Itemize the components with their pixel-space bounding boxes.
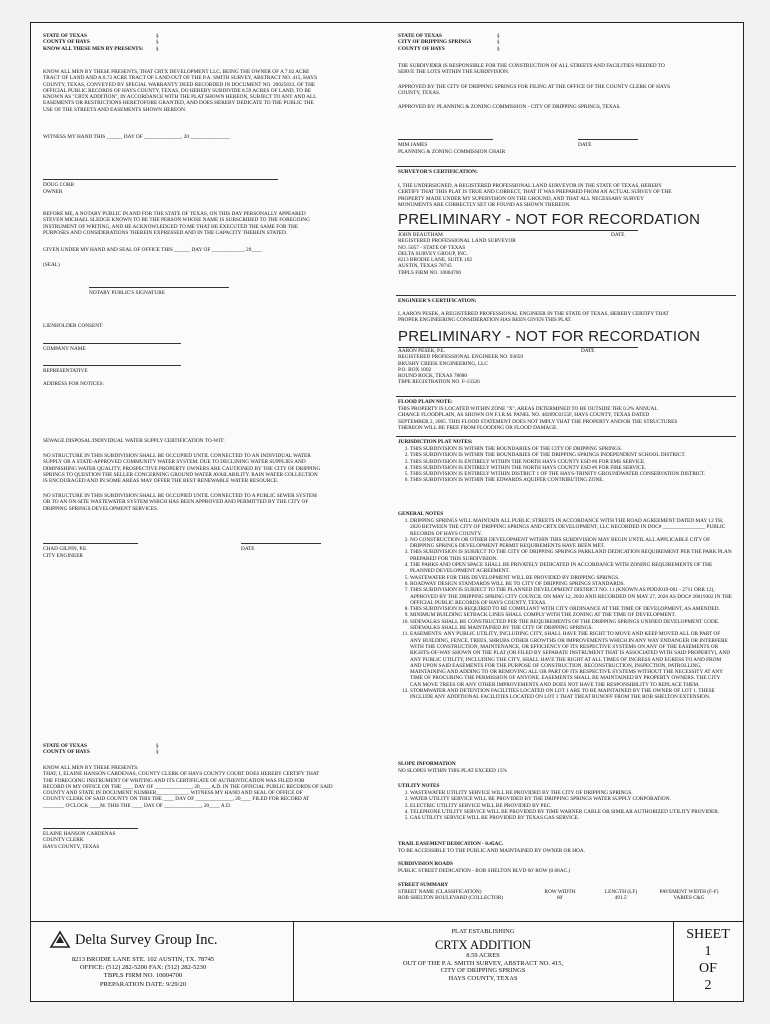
city-engineer-name: CHAD GILPIN, P.E. xyxy=(43,546,88,552)
flood-title: FLOOD PLAIN NOTE: xyxy=(398,399,453,405)
list-item: 1. THIS SUBDIVISION IS WITHIN THE BOUNDARIES OF THE CITY OF DRIPPING SPRINGS. xyxy=(410,446,732,452)
list-item: 4. THE PARKS AND OPEN SPACE SHALL BE PRIVATELY DEDICATED IN ACCORDANCE WITH ZONING REQUIREMENTS OF THE PLANNED DEVELOPMENT AGREEMENT. xyxy=(410,562,732,575)
witness-line: WITNESS MY HAND THIS ______ DAY OF ______________, 20 _______________ xyxy=(43,134,231,140)
sewage-paragraph-2: NO STRUCTURE IN THIS SUBDIVISION SHALL BE OCCUPIED UNTIL CONNECTED TO A PUBLIC SEWER SYSTEM OR TO AN ON-SITE WASTEWATER SYSTEM WHICH HAS BEEN APPROVED AND PERMITTED BY THE CITY OF DRIPPING SPRINGS DEVELOPMENT SERVICES. xyxy=(43,493,317,512)
notary-signature-line xyxy=(89,287,229,288)
chair-signature-line xyxy=(398,139,493,140)
prelim-stamp-surveyor: PRELIMINARY - NOT FOR RECORDATION xyxy=(398,211,701,228)
engineer-date-label: DATE xyxy=(241,546,255,552)
jurisdiction-list xyxy=(398,446,732,484)
plat-acres: 8.59 ACRES xyxy=(466,952,500,959)
engineer-block: AARON PESEK, P.E. REGISTERED PROFESSIONAL ENGINEER NO. 93659 BRUSHY CREEK ENGINEERING, LLC P.O. BOX 1002 ROUND ROCK, TEXAS 78680 TBPE REGISTRATION NO. F-13326 xyxy=(398,348,524,386)
trail-text: TO BE ACCESSIBLE TO THE PUBLIC AND MAINTAINED BY OWNER OR HOA. xyxy=(398,848,586,854)
company-logo xyxy=(49,930,269,948)
surveyor-block: JOHN BEAUTHAM REGISTERED PROFESSIONAL LAND SURVEYOR NO. 5057 - STATE OF TEXAS DELTA SURVEY GROUP, INC. 8213 BRODIE LANE, SUITE 102 AUSTIN, TEXAS 78745 TBPLS FIRM NO. 10004700 xyxy=(398,232,516,276)
owner-header xyxy=(43,33,208,52)
delta-triangle-icon xyxy=(49,930,71,948)
clerk-signature-line xyxy=(43,828,138,829)
surveyor-date-label: DATE xyxy=(611,232,625,238)
notary-paragraph: BEFORE ME, A NOTARY PUBLIC IN AND FOR THE STATE OF TEXAS, ON THIS DAY PERSONALLY APPEARED STEVEN MICHAEL SLEDGE KNOWN TO BE THE PERSON WHOSE NAME IS SUBSCRIBED TO THE FOREGOING INSTRUMENT OF WRITING, AND HE ACKNOWLEDGED TO ME THAT HE EXECUTED THE SAME FOR THE PURPOSES AND CONSIDERATIONS THEREIN EXPRESSED AND IN THE CAPACITY THEREIN STATED. xyxy=(43,211,310,236)
surveyor-signature-line xyxy=(398,230,638,231)
surveyor-paragraph: I, THE UNDERSIGNED, A REGISTERED PROFESSIONAL LAND SURVEYOR IN THE STATE OF TEXAS, HEREBY CERTIFY THAT THIS PLAT IS TRUE AND CORRECT, THAT IT WAS PREPARED FROM AN ACTUAL SURVEY OF THE PROPERTY MADE UNDER MY SUPERVISION ON THE GROUND, AND THAT ALL NECESSARY SURVEY MONUMENTS ARE CORRECTLY SET OR FOUND AS SHOWN THEREON. xyxy=(398,183,672,208)
table-header-row: STREET NAME (CLASSIFICATION) ROW WIDTH LENGTH (LF) PAVEMENT WIDTH (F-F) xyxy=(398,889,719,895)
owner-role: OWNER xyxy=(43,189,63,195)
owner-name: DOUG CORB xyxy=(43,182,75,188)
representative-line xyxy=(43,365,181,366)
section-divider xyxy=(396,396,736,397)
of-label: OF xyxy=(699,961,717,976)
owner-paragraph: KNOW ALL MEN BY THESE PRESENTS, THAT CRTX DEVELOPMENT LLC, BEING THE OWNER OF A 7.02 ACRE TRACT OF LAND AND A 0.73 ACRE TRACT OF LAND OUT OF THE P.A. SMITH SURVEY, ABSTRACT NO. 415, HAYS COUNTY, TEXAS, CONVEYED BY SPECIAL WARRANTY DEED RECORDED IN DOCUMENT NO. 20025833, OF THE OFFICIAL PUBLIC RECORDS OF HAYS COUNTY, TEXAS, DO HEREBY SUBDIVIDE 8.59 ACRES OF LAND, TO BE KNOWN AS "CRTX ADDITION", IN ACCORDANCE WITH THE PLAT SHOWN HEREON, SUBJECT TO ANY AND ALL EASEMENTS OR RESTRICTIONS HERETOFORE GRANTED, AND DOES HEREBY DEDICATE TO THE PUBLIC THE USE OF THE STREETS AND EASEMENTS SHOWN HEREON. xyxy=(43,69,318,113)
list-item: 6. THIS SUBDIVISION IS WITHIN THE EDWARDS AQUIFER CONTRIBUTING ZONE. xyxy=(410,477,732,483)
plat-county: HAYS COUNTY, TEXAS xyxy=(448,974,518,982)
surveyor-title: SURVEYOR'S CERTIFICATION: xyxy=(398,169,478,175)
seal-label: (SEAL) xyxy=(43,262,60,268)
slope-text: NO SLOPES WITHIN THIS PLAT EXCEED 15% xyxy=(398,768,507,774)
street-summary-table xyxy=(394,889,724,902)
list-item: 12. STORMWATER AND DETENTION FACILITIES LOCATED ON LOT 1 ARE TO BE MAINTAINED BY THE OWNER OF LOT 1. THESE INCLUDE ANY ADDITIONAL FACILITIES LOCATED ON LOT 1 THAT TREAT RUNOFF FROM THE ROB SHELTON EXTENSION. xyxy=(410,688,732,701)
utility-title: UTILITY NOTES xyxy=(398,783,440,789)
street-summary-title: STREET SUMMARY xyxy=(398,882,449,888)
jurisdiction-title: JURISDICTION PLAT NOTES: xyxy=(398,439,473,445)
section-divider xyxy=(396,166,736,167)
city-paragraph-2: APPROVED BY THE CITY OF DRIPPING SPRINGS FOR FILING AT THE OFFICE OF THE COUNTY CLERK OF HAYS COUNTY, TEXAS. xyxy=(398,84,671,97)
city-header: STATE OF TEXAS CITY OF DRIPPING SPRINGS COUNTY OF HAYS xyxy=(398,33,472,52)
slope-title: SLOPE INFORMATION xyxy=(398,761,456,767)
company-name-label: COMPANY NAME xyxy=(43,346,86,352)
list-item: 10. SIDEWALKS SHALL BE CONSTRUCTED PER THE REQUIREMENTS OF THE DRIPPING SPRINGS UNIFIED DEVELOPMENT CODE. SIDEWALKS SHALL BE MAINTAINED BY THE CITY OF DRIPPING SPRINGS. xyxy=(410,619,732,632)
chair-name: MIM JAMES xyxy=(398,142,428,148)
list-item: 4. TELEPHONE UTILITY SERVICE WILL BE PROVIDED BY TIME WARNER CABLE OR SIMILAR AUTHORIZED UTILITY PROVIDER. xyxy=(410,809,732,815)
general-notes-list xyxy=(398,518,732,701)
list-item: 1. WASTEWATER UTILITY SERVICE WILL BE PROVIDED BY THE CITY OF DRIPPING SPRINGS. xyxy=(410,790,732,796)
list-item: 2. THIS SUBDIVISION IS WITHIN THE BOUNDARIES OF THE DRIPPING SPRINGS INDEPENDENT SCHOOL DISTRICT. xyxy=(410,452,732,458)
notary-signature-label: NOTARY PUBLIC'S SIGNATURE xyxy=(89,290,165,296)
list-item: 11. EASEMENTS: ANY PUBLIC UTILITY, INCLUDING CITY, SHALL HAVE THE RIGHT TO MOVE AND KEEP MOVED ALL OR PART OF ANY BUILDING, FENCE, TREES, SHRUBS OTHER GROWTHS OR IMPROVEMENTS WHICH IN ANY WAY ENDANGER OR INTERFERE WITH THE CONSTRUCTION, MAINTENANCE, OR EFFICIENCY OF ITS RESPECTIVE SYSTEMS ON ANY OF THE EASEMENTS OR RIGHTS-OF-WAY SHOWN ON THE PLAT (OR FILED BY SEPARATE INSTRUMENT THAT IS ASSOCIATED WITH SAID PROPERTY), AND ANY PUBLIC UTILITY, INCLUDING THE CITY, SHALL HAVE THE RIGHT AT ALL TIMES OF INGRESS AND EGRESS TO AND FROM AND UPON SAID EASEMENTS FOR THE PURPOSE OF CONSTRUCTION, RECONSTRUCTION, INSPECTION, PATROLLING, MAINTAINING AND ADDING TO OR REMOVING ALL OR PART OF ITS RESPECTIVE SYSTEMS WITHOUT THE NECESSITY AT ANY TIME OF PROCURING THE PERMISSION OF ANYONE. EASEMENTS SHALL BE MAINTAINED BY PROPERTY OWNERS. THE CITY CAN MOVE TREES OR ANY OTHER IMPROVEMENTS AND DOES NOT HAVE THE RESPONSIBILITY TO REPLACE THEM. xyxy=(410,631,732,688)
company-line xyxy=(43,343,181,344)
list-item: 2. WATER UTILITY SERVICE WILL BE PROVIDED BY THE DRIPPING SPRINGS WATER SUPPLY CORPORATION. xyxy=(410,796,732,802)
list-item: 8. THIS SUBDIVISION IS REQUIRED TO BE COMPLIANT WITH CITY ORDINANCE AT THE TIME OF DEVELOPMENT, AS AMENDED. xyxy=(410,606,732,612)
list-item: 5. WASTEWATER FOR THIS DEVELOPMENT WILL BE PROVIDED BY DRIPPING SPRINGS. xyxy=(410,575,732,581)
chair-date-label: DATE xyxy=(578,142,592,148)
clerk-signature: ELAINE HANSON CARDENAS COUNTY CLERK HAYS COUNTY, TEXAS xyxy=(43,831,116,850)
table-row: ROB SHELTON BOULEVARD (COLLECTOR) 60' 491.5' VARIES C&G xyxy=(398,895,705,902)
list-item: 3. THIS SUBDIVISION IS SUBJECT TO THE CITY OF DRIPPING SPRINGS PARKLAND DEDICATION REQUIREMENT PER THE PARK PLAN PREPARED FOR THIS SUBDIVISION. xyxy=(410,549,732,562)
list-item: 2. NO CONSTRUCTION OR OTHER DEVELOPMENT WITHIN THIS SUBDIVISION MAY BEGIN UNTIL ALL APPLICABLE CITY OF DRIPPING SPRINGS DEVELOPMENT PERMIT REQUIREMENTS HAVE BEEN MET. xyxy=(410,537,732,550)
sheet-number-block xyxy=(673,926,743,994)
prelim-stamp-engineer: PRELIMINARY - NOT FOR RECORDATION xyxy=(398,328,701,345)
roads-text: PUBLIC STREET DEDICATION - ROB SHELTON BLVD 60' ROW (0.68AC.) xyxy=(398,868,571,874)
know-all-label: KNOW ALL THESE MEN BY PRESENTS: xyxy=(43,45,144,52)
list-item: 4. THIS SUBDIVISION IS ENTIRELY WITHIN THE NORTH HAYS COUNTY ESD #6 FOR FIRE SERVICE. xyxy=(410,465,732,471)
city-section-symbols: § § § xyxy=(497,33,500,52)
engineer-signature-line xyxy=(43,543,138,544)
given-line: GIVEN UNDER MY HAND AND SEAL OF OFFICE THIS ______ DAY OF ____________, 20____ xyxy=(43,247,262,253)
address-label: ADDRESS FOR NOTICES: xyxy=(43,381,104,387)
lienholder-label: LIENHOLDER CONSENT: xyxy=(43,323,104,329)
trail-title: TRAIL EASEMENT DEDICATION - 0.45AC. xyxy=(398,841,504,847)
utility-list xyxy=(398,790,732,821)
list-item: 5. GAS UTILITY SERVICE WILL BE PROVIDED BY TEXAS GAS SERVICE. xyxy=(410,815,732,821)
list-item: 3. ELECTRIC UTILITY SERVICE WILL BE PROVIDED BY PEC. xyxy=(410,803,732,809)
plat-survey: OUT OF THE P.A. SMITH SURVEY, ABSTRACT NO. 415, xyxy=(402,959,564,967)
flood-paragraph: THIS PROPERTY IS LOCATED WITHIN ZONE "X", AREAS DETERMINED TO BE OUTSIDE THE 0.2% ANNUAL CHANCE FLOODPLAIN, AS SHOWN ON F.I.R.M. PANEL NO. 48209C0155F, HAYS COUNTY, TEXAS DATED SEPTEMBER 2, 2005. THIS FLOOD STATEMENT DOES NOT IMPLY THAT THE PROPERTY AND/OR THE STRUCTURES THEREON WILL BE FREE FROM FLOODING OR FLOOD DAMAGE. xyxy=(398,406,678,431)
city-paragraph-1: THE SUBDIVIDER IS RESPONSIBLE FOR THE CONSTRUCTION OF ALL STREETS AND FACILITIES NEEDED TO SERVE THE LOTS WITHIN THE SUBDIVISION. xyxy=(398,63,665,76)
list-item: 9. MINIMUM BUILDING SETBACK LINES SHALL COMPLY WITH THE ZONING AT THE TIME OF DEVELOPMENT. xyxy=(410,612,732,618)
engineer-date-line xyxy=(241,543,321,544)
engineer-paragraph: I, AARON PESEK, A REGISTERED PROFESSIONAL ENGINEER IN THE STATE OF TEXAS, HEREBY CERTIFY THAT PROPER ENGINEERING CONSIDERATION HAS BEEN GIVEN THIS PLAT. xyxy=(398,311,669,324)
company-block xyxy=(49,930,269,948)
clerk-section-symbols: § § xyxy=(156,743,159,756)
chair-date-line xyxy=(578,139,638,140)
plat-name: CRTX ADDITION xyxy=(434,938,532,952)
list-item: 3. THIS SUBDIVISION IS ENTIRELY WITHIN THE NORTH HAYS COUNTY ESD #6 FOR EMS SERVICE. xyxy=(410,459,732,465)
clerk-header: STATE OF TEXAS COUNTY OF HAYS xyxy=(43,743,90,756)
plat-city: CITY OF DRIPPING SPRINGS xyxy=(440,967,526,975)
engineer-date-label-right: DATE xyxy=(581,348,595,354)
sheet-label: SHEET xyxy=(686,927,730,942)
county-label: COUNTY OF HAYS xyxy=(43,39,90,46)
company-info: 8213 BRODIE LANE STE. 102 AUSTIN, TX. 78745 OFFICE: (512) 282-5200 FAX: (512) 282-5230 TBPLS FIRM NO. 10004700 PREPARATION DATE: 9/29/20 xyxy=(71,956,215,988)
plat-label: PLAT ESTABLISHING xyxy=(451,928,515,935)
list-item: 6. ROADWAY DESIGN STANDARDS WILL BE TO CITY OF DRIPPING SPRINGS STANDARDS. xyxy=(410,581,732,587)
clerk-paragraph: KNOW ALL MEN BY THESE PRESENTS: THAT, I, ELAINE HANSON CARDENAS, COUNTY CLERK OF HAYS COUNTY COURT DOES HEREBY CERTIFY THAT THE FOREGOING INSTRUMENT OF WRITING AND ITS CERTIFICATE OF AUTHENTICATION WAS FILED FOR RECORD IN MY OFFICE ON THE ____ DAY OF ______________, 20____ A.D. IN THE OFFICIAL PUBLIC RECORDS OF SAID COUNTY AND STATE IN DOCUMENT NUMBER____________. WITNESS MY HAND AND SEAL OF OFFICE OF COUNTY CLERK OF SAID COUNTY ON THIS THE ____ DAY OF ______________, 20____ FILED FOR RECORD AT ________ O'CLOCK ____M. THIS THE ____ DAY OF ______________, 20____ A.D. xyxy=(43,765,333,809)
section-divider xyxy=(396,295,736,296)
sheet-total: 2 xyxy=(704,978,712,993)
city-engineer-role: CITY ENGINEER xyxy=(43,553,83,559)
list-item: 5. THIS SUBDIVISION IS ENTIRELY WITHIN DISTRICT 1 OF THE HAYS-TRINITY GROUNDWATER CONSERVATION DISTRICT. xyxy=(410,471,732,477)
section-symbols: § § § xyxy=(156,33,159,52)
sewage-title: SEWAGE DISPOSAL/INDIVIDUAL WATER SUPPLY CERTIFICATION TO-WIT: xyxy=(43,438,225,444)
representative-label: REPRESENTATIVE xyxy=(43,368,88,374)
sewage-paragraph-1: NO STRUCTURE IN THIS SUBDIVISION SHALL BE OCCUPIED UNTIL CONNECTED TO AN INDIVIDUAL WATER SUPPLY OR A STATE-APPROVED COMMUNITY WATER SYSTEM. DUE TO DECLINING WATER SUPPLIES AND DIMINISHING WATER QUALITY, PROSPECTIVE PROPERTY OWNERS ARE CAUTIONED BY THE CITY OF DRIPPING SPRINGS TO QUESTION THE SELLER CONCERNING GROUND WATER AVAILABILITY. RAIN WATER COLLECTION IS ENCOURAGED AND IN SOME AREAS MAY OFFER THE BEST RENEWABLE WATER RESOURCE. xyxy=(43,453,321,485)
plat-title-block xyxy=(293,928,673,982)
title-block xyxy=(31,921,743,1002)
chair-role: PLANNING & ZONING COMMISSION CHAIR xyxy=(398,149,506,155)
city-paragraph-3: APPROVED BY: PLANNING & ZONING COMMISSION - CITY OF DRIPPING SPRINGS, TEXAS. xyxy=(398,104,621,110)
roads-title: SUBDIVISION ROADS xyxy=(398,861,453,867)
engineer-title: ENGINEER'S CERTIFICATION: xyxy=(398,298,477,304)
general-notes-title: GENERAL NOTES xyxy=(398,511,444,517)
owner-signature-line xyxy=(43,179,278,180)
plat-sheet xyxy=(30,22,744,1002)
list-item: 7. THIS SUBDIVISION IS SUBJECT TO THE PLANNED DEVELOPMENT DISTRICT NO. 11 (KNOWN AS PDD2019-001 - 2711 ORR 12), APPROVED BY THE DRIPPING SPRING CITY COUNCIL ON MAY 12, 2020 AND RECORDED ON MAY 27, 2020 AS DOC# 20019302 IN THE OFFICIAL PUBLIC RECORDS OF HAYS COUNTY, TEXAS. xyxy=(410,587,732,606)
sheet-number: 1 xyxy=(704,944,712,959)
state-label: STATE OF TEXAS xyxy=(43,33,87,39)
section-divider xyxy=(396,436,736,437)
list-item: 1. DRIPPING SPRINGS WILL MAINTAIN ALL PUBLIC STREETS IN ACCORDANCE WITH THE ROAD AGREEMENT DATED MAY 12 TH, 2020 BETWEEN THE CITY OF DRIPPING SPRINGS AND CRTX DEVELOPMENT, LLC RECORDED IN DOC# ________________ PUBLIC RECORDS OF HAYS COUNTY. xyxy=(410,518,732,537)
company-name: Delta Survey Group Inc. xyxy=(75,932,218,948)
